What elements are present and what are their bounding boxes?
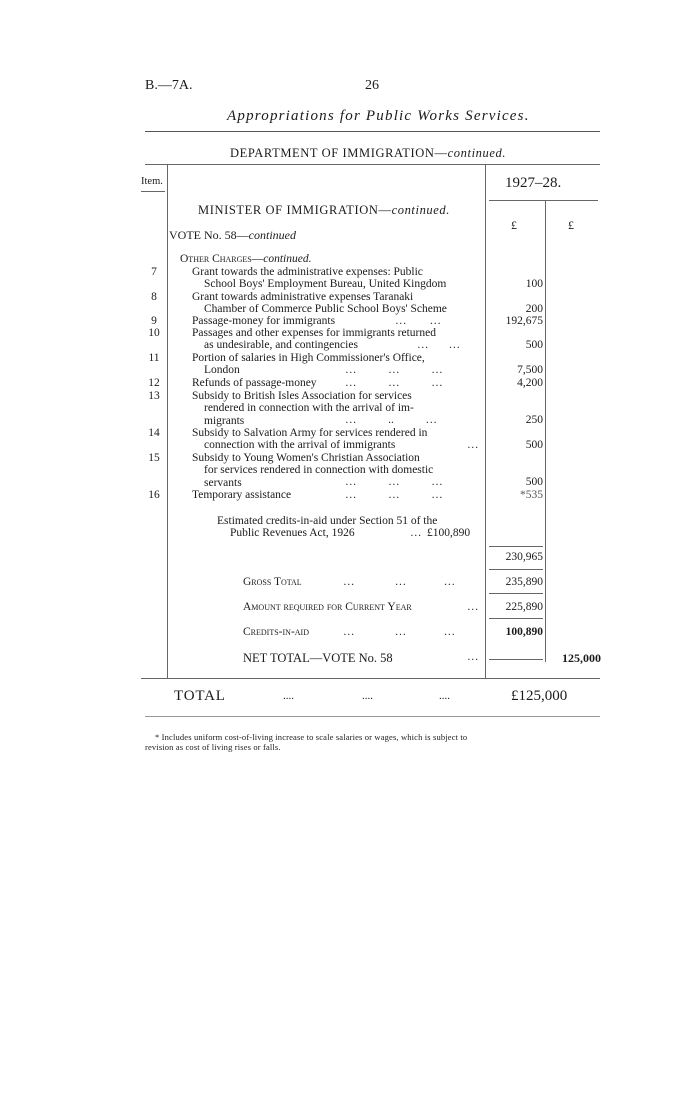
description-line: servants xyxy=(204,476,242,489)
description-line: rendered in connection with the arrival of im- xyxy=(204,402,414,415)
gross-total-amount: 235,890 xyxy=(505,576,543,588)
leader-dots: … xyxy=(467,439,479,451)
leader-dots: … xyxy=(467,601,479,613)
vote-continued: continued xyxy=(248,228,296,242)
vote-heading xyxy=(169,228,296,243)
total-leader-dots: .... xyxy=(439,690,450,702)
year-header: 1927–28. xyxy=(505,175,562,191)
item-amount: 500 xyxy=(525,476,543,488)
leader-dots: … … … xyxy=(345,364,443,376)
leader-dots: … .. … xyxy=(345,414,437,426)
department-name: DEPARTMENT OF IMMIGRATION— xyxy=(230,146,448,160)
description-line: London xyxy=(204,364,240,377)
item-amount: 500 xyxy=(525,339,543,351)
item-amount: 7,500 xyxy=(517,364,543,376)
item-number: 12 xyxy=(148,377,160,389)
item-amount: 100 xyxy=(525,278,543,290)
leader-dots: … … xyxy=(417,339,461,351)
item-description xyxy=(192,427,484,452)
item-number: 9 xyxy=(151,315,157,327)
net-total-dash xyxy=(489,659,543,660)
total-amount: £125,000 xyxy=(511,688,568,704)
description-line: Subsidy to Young Women's Christian Association xyxy=(192,452,420,464)
currency-col2-header: £ xyxy=(568,218,574,232)
report-reference: B.—7A. xyxy=(145,78,193,93)
item-number: 10 xyxy=(148,327,160,339)
gross-total-label: Gross Total xyxy=(243,576,302,588)
table-bottom-rule xyxy=(141,678,600,679)
vote-label: VOTE No. 58— xyxy=(169,228,249,242)
item-description xyxy=(192,390,484,427)
description-line: Subsidy to British Isles Association for services xyxy=(192,390,412,402)
credits-note-amount: £100,890 xyxy=(427,527,471,539)
leader-dots: … … … xyxy=(345,377,443,389)
item-number: 8 xyxy=(151,291,157,303)
item-column-header: Item. xyxy=(141,176,163,187)
item-amount: 200 xyxy=(525,303,543,315)
other-charges-continued: continued. xyxy=(263,253,312,265)
description-line: Temporary assistance xyxy=(192,489,292,501)
currency-col1-header: £ xyxy=(511,218,517,232)
leader-dots: … … … xyxy=(343,626,456,638)
minister-continued: continued. xyxy=(391,203,450,217)
year-header-rule xyxy=(489,200,598,201)
footnote-line2: revision as cost of living rises or falls. xyxy=(145,742,281,752)
description-line: connection with the arrival of immigrants xyxy=(204,439,396,452)
total-label: TOTAL xyxy=(174,688,226,704)
gross-total-rule xyxy=(489,593,543,594)
net-total-amount: 125,000 xyxy=(562,651,601,665)
item-number: 11 xyxy=(148,352,160,364)
page-title: Appropriations for Public Works Services. xyxy=(227,108,530,124)
other-charges-heading xyxy=(180,253,311,265)
footnote-line1: * Includes uniform cost-of-living increase to scale salaries or wages, which is subject to xyxy=(155,732,468,742)
leader-dots: … xyxy=(410,527,422,539)
description-line: Portion of salaries in High Commissioner's Office, xyxy=(192,352,425,364)
credits-in-aid-label: Credits-in-aid xyxy=(243,626,309,638)
subtotal-amount: 230,965 xyxy=(505,551,543,563)
title-rule xyxy=(145,131,600,132)
item-number: 15 xyxy=(148,452,160,464)
item-header-rule xyxy=(141,191,165,192)
description-line: Passages and other expenses for immigrants returned xyxy=(192,327,436,339)
description-line: Chamber of Commerce Public School Boys' Scheme xyxy=(204,303,447,316)
subcolumn-rule xyxy=(545,200,546,662)
credits-note-line1: Estimated credits-in-aid under Section 51 of the xyxy=(217,515,438,527)
item-amount: 250 xyxy=(525,414,543,426)
page-number: 26 xyxy=(365,78,379,93)
subtotal-top-rule xyxy=(489,546,543,547)
item-amount: 4,200 xyxy=(517,377,543,389)
minister-heading xyxy=(198,203,450,218)
minister-name: MINISTER OF IMMIGRATION— xyxy=(198,203,392,217)
item-number: 14 xyxy=(148,427,160,439)
leader-dots: … xyxy=(467,651,479,663)
net-total-label: NET TOTAL—VOTE No. 58 xyxy=(243,651,393,665)
item-number: 13 xyxy=(148,390,160,402)
description-line: migrants xyxy=(204,414,245,427)
description-line: Refunds of passage-money xyxy=(192,377,317,389)
leader-dots: … … … xyxy=(345,489,443,501)
total-leader-dots: .... xyxy=(283,690,294,702)
item-description xyxy=(192,291,484,316)
amount-column-rule xyxy=(485,164,486,678)
item-amount: 192,675 xyxy=(505,315,543,327)
item-number: 7 xyxy=(151,266,157,278)
description-line: School Boys' Employment Bureau, United Kingdom xyxy=(204,278,447,291)
subtotal-bottom-rule xyxy=(489,569,543,570)
item-amount: 500 xyxy=(525,439,543,451)
footer-rule xyxy=(145,716,600,717)
credits-note-line2: Public Revenues Act, 1926 xyxy=(230,527,355,539)
leader-dots: … … … xyxy=(345,476,443,488)
item-description xyxy=(192,266,484,291)
item-number: 16 xyxy=(148,489,160,501)
description-line: Grant towards the administrative expenses: Public xyxy=(192,266,423,278)
credits-in-aid-amount: 100,890 xyxy=(505,626,543,638)
description-line: Passage-money for immigrants xyxy=(192,315,336,327)
leader-dots: … … … xyxy=(343,576,456,588)
department-heading xyxy=(230,146,506,161)
total-leader-dots: .... xyxy=(362,690,373,702)
other-charges-label: Other Charges— xyxy=(180,253,264,265)
amount-required-rule xyxy=(489,618,543,619)
item-amount: *535 xyxy=(520,489,543,501)
item-column-rule xyxy=(167,164,168,678)
description-line: Subsidy to Salvation Army for services rendered in xyxy=(192,427,428,439)
description-line: for services rendered in connection with domestic xyxy=(204,464,434,477)
amount-required-amount: 225,890 xyxy=(505,601,543,613)
department-continued: continued. xyxy=(447,146,507,160)
leader-dots: … … xyxy=(395,315,441,327)
amount-required-label: Amount required for Current Year xyxy=(243,601,412,613)
description-line: Grant towards administrative expenses Taranaki xyxy=(192,291,414,303)
table-top-rule xyxy=(145,164,600,165)
description-line: as undesirable, and contingencies xyxy=(204,339,358,352)
